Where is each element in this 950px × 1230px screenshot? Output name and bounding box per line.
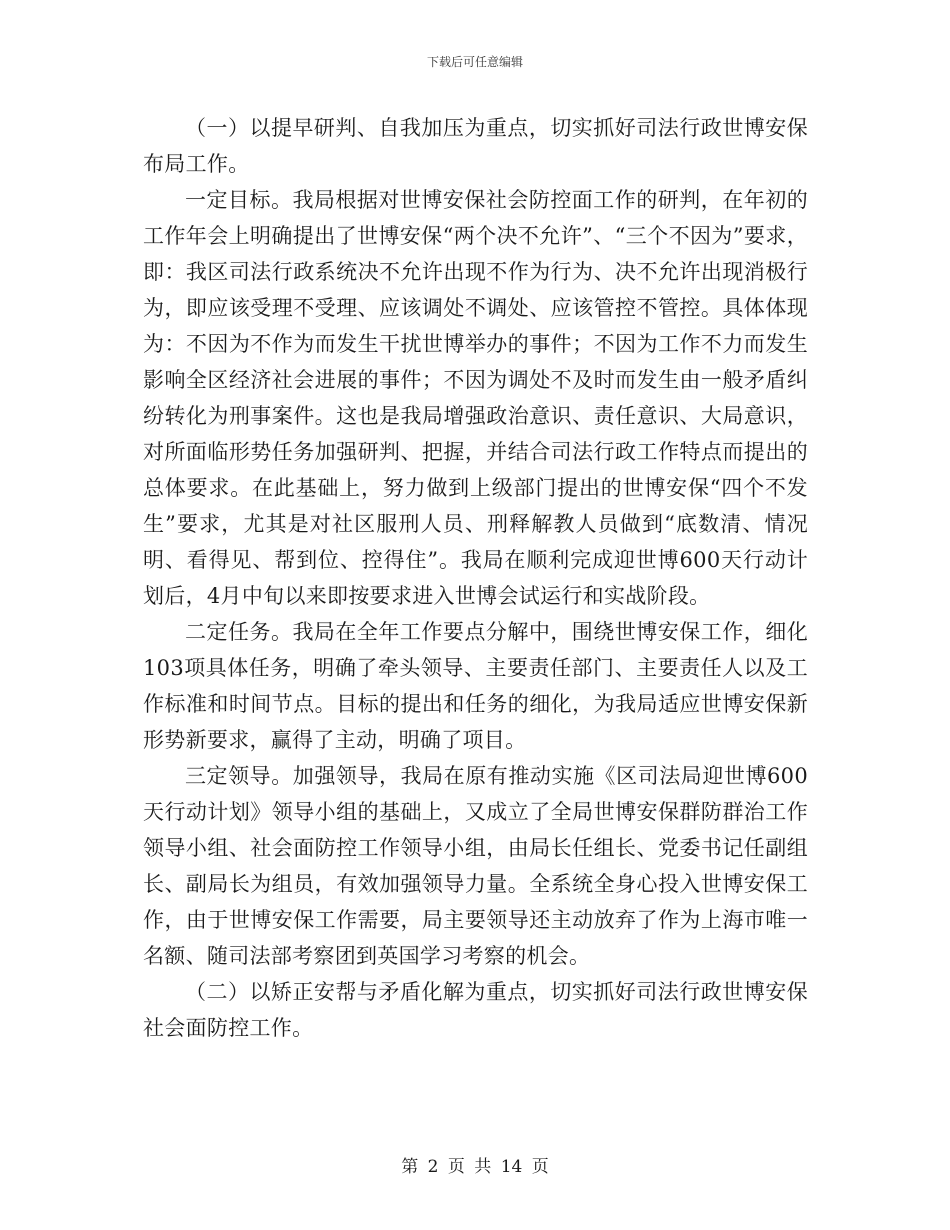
page-header: 下载后可任意编辑 (426, 55, 523, 69)
paragraph-tasks: 二定任务。我局在全年工作要点分解中，围绕世博安保工作，细化103项具体任务，明确了牵头领导、主要责任部门、主要责任人以及工作标准和时间节点。目标的提出和任务的细化，为我局适应世博安保新形势新要求，赢得了主动，明确了项目。 (143, 620, 808, 752)
paragraph-goal: 一定目标。我局根据对世博安保社会防控面工作的研判，在年初的工作年会上明确提出了世博安保“两个决不允许”、“三个不因为”要求，即：我区司法行政系统决不允许出现不作为行为、决不允许出现消极行为，即应该受理不受理、应该调处不调处、应该管控不管控。具体体现为：不因为不作为而发生干扰世博举办的事件；不因为工作不力而发生影响全区经济社会进展的事件；不因为调处不及时而发生由一般矛盾纠纷转化为刑事案件。这也是我局增强政治意识、责任意识、大局意识，对所面临形势任务加强研判、把握，并结合司法行政工作特点而提出的总体要求。在此基础上，努力做到上级部门提出的世博安保“四个不发生”要求，尤其是对社区服刑人员、刑释解教人员做到“底数清、情况明、看得见、帮到位、控得住”。我局在顺利完成迎世博600天行动计划后，4月中旬以来即按要求进入世博会试运行和实战阶段。 (143, 188, 808, 608)
section-heading-2: （二）以矫正安帮与矛盾化解为重点，切实抓好司法行政世博安保社会面防控工作。 (143, 980, 808, 1040)
paragraph-leadership: 三定领导。加强领导，我局在原有推动实施《区司法局迎世博600天行动计划》领导小组的基础上，又成立了全局世博安保群防群治工作领导小组、社会面防控工作领导小组，由局长任组长、党委书记任副组长、副局长为组员，有效加强领导力量。全系统全身心投入世博安保工作，由于世博安保工作需要，局主要领导还主动放弃了作为上海市唯一名额、随司法部考察团到英国学习考察的机会。 (143, 764, 808, 968)
section-heading-1: （一）以提早研判、自我加压为重点，切实抓好司法行政世博安保布局工作。 (143, 116, 808, 176)
page-number-footer: 第 2 页 共 14 页 (401, 1157, 549, 1177)
document-body (143, 110, 808, 1046)
